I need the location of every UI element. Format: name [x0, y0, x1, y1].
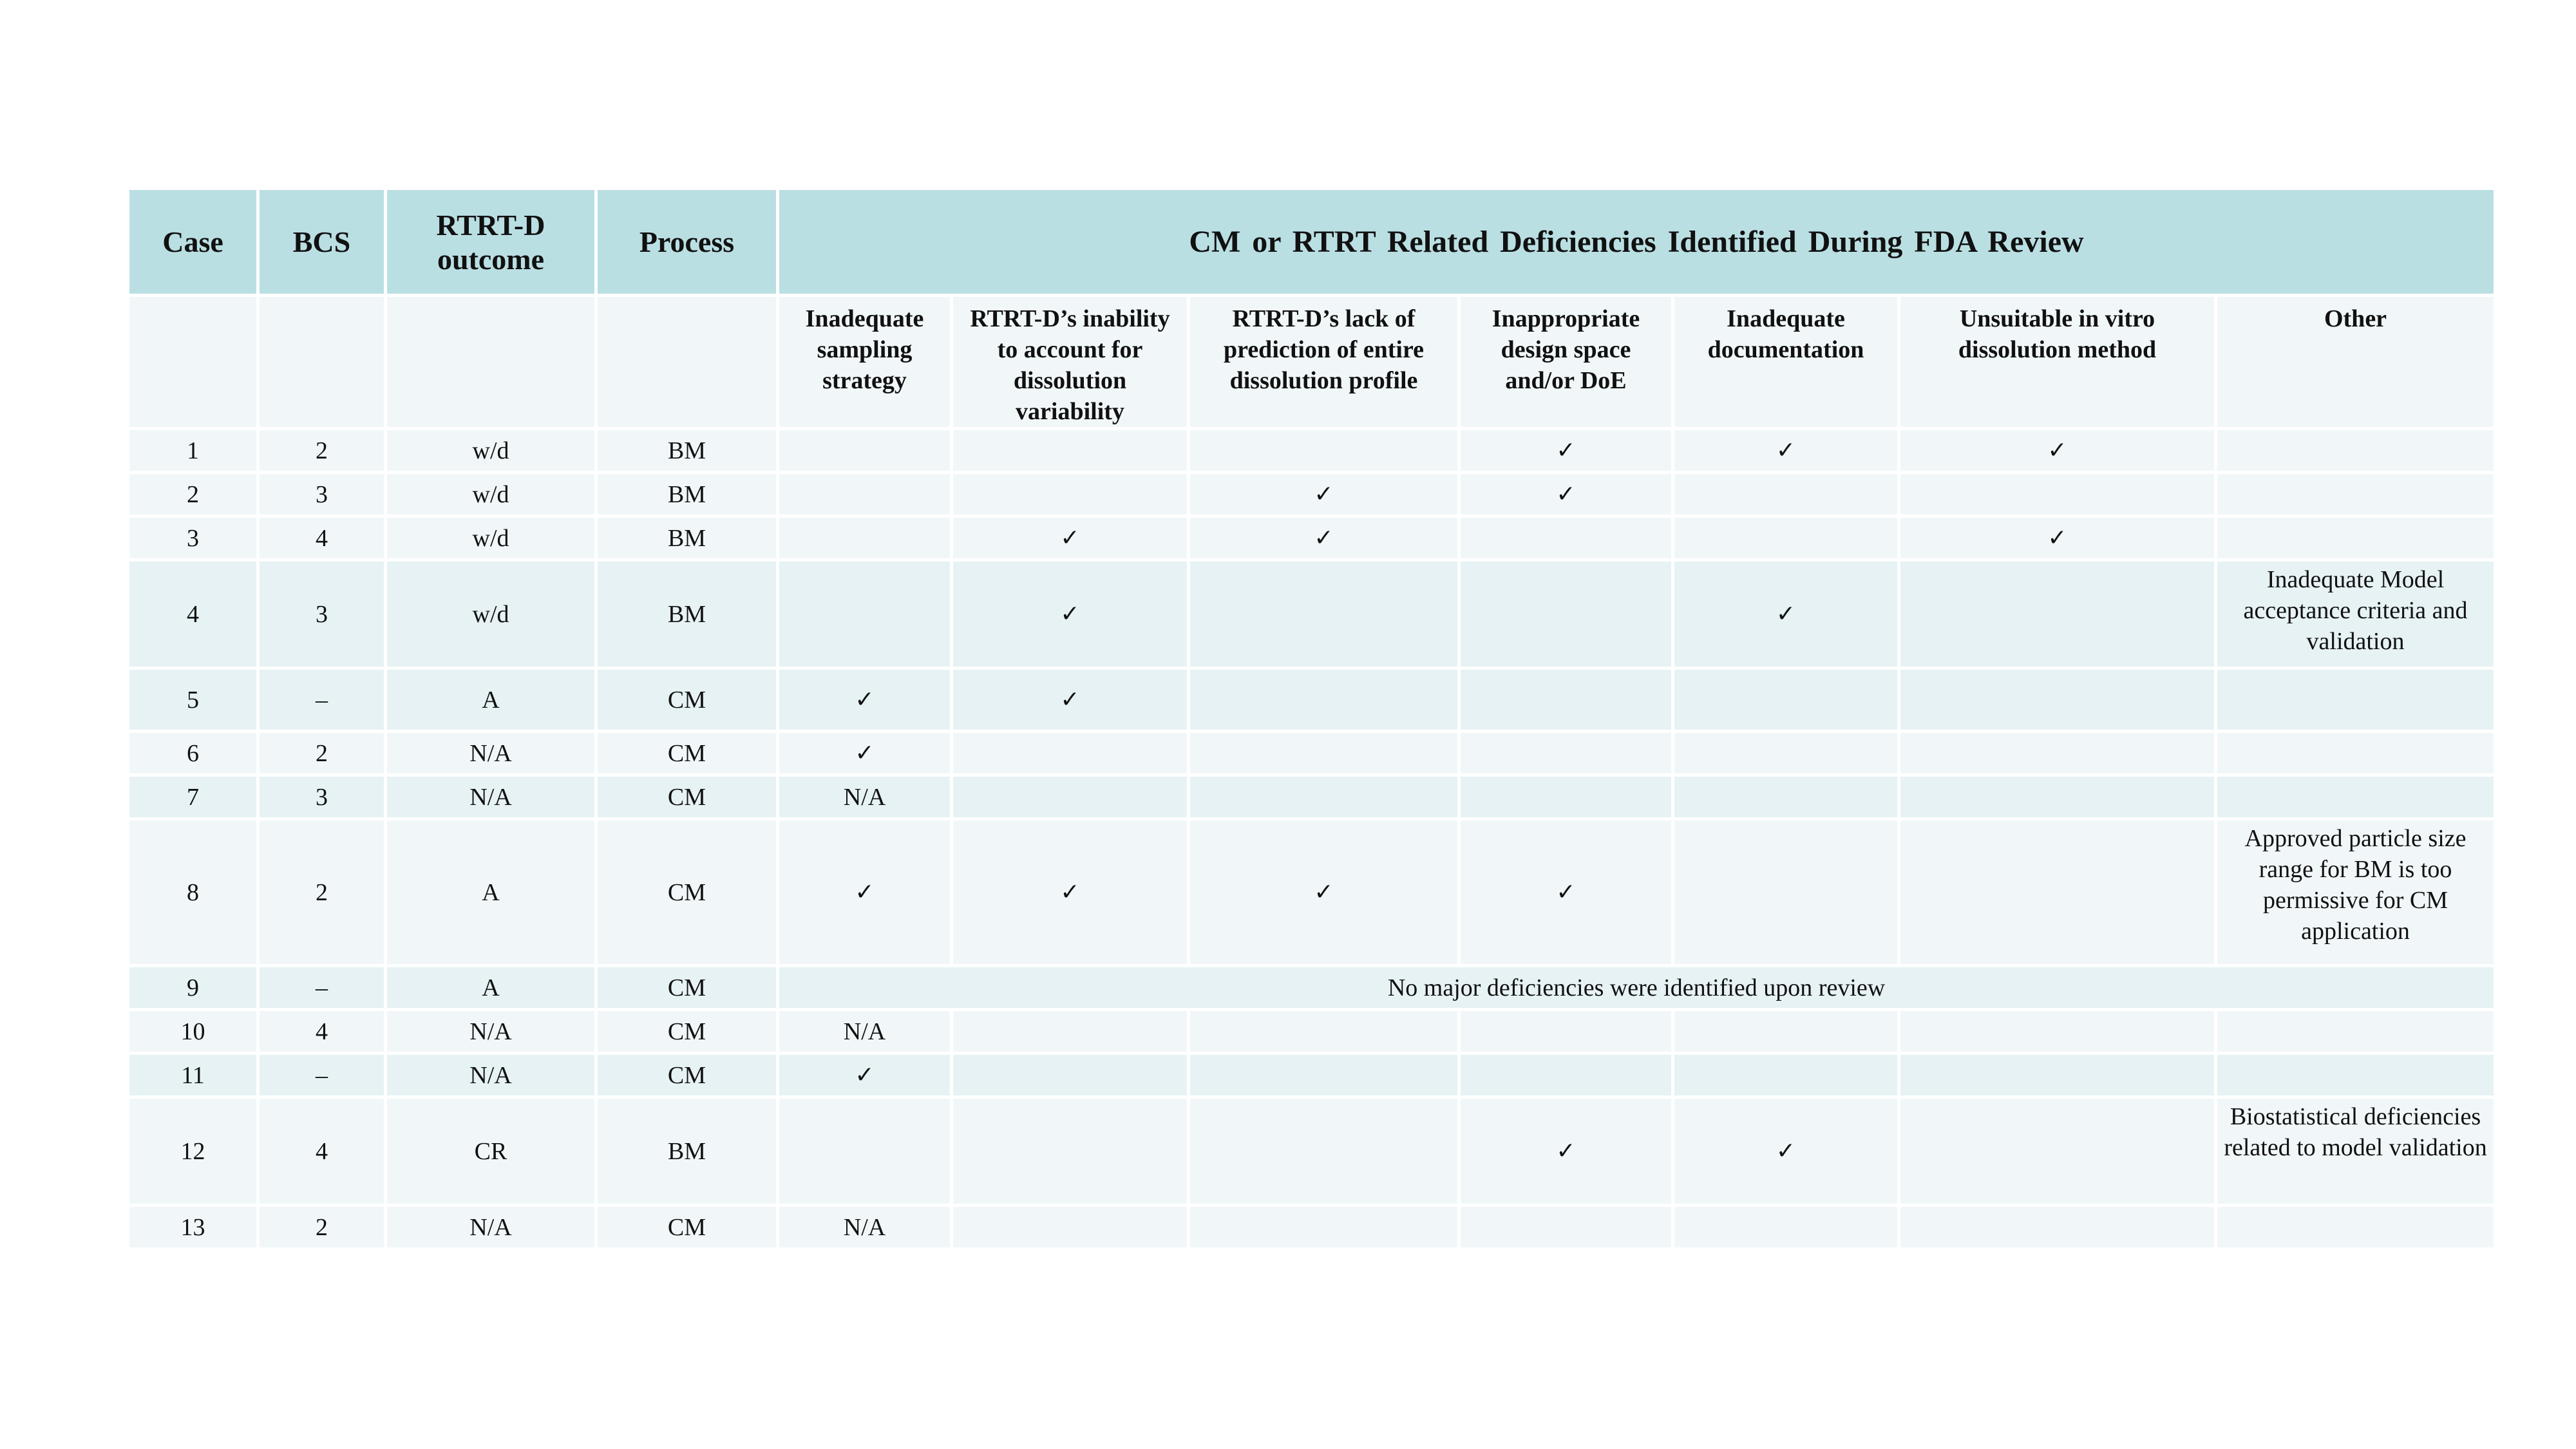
case-cell: 13 — [128, 1206, 258, 1249]
outcome-header: RTRT-D outcome — [386, 189, 596, 296]
process-cell: CM — [596, 668, 778, 732]
outcome-cell: w/d — [386, 516, 596, 560]
outcome-cell: N/A — [386, 1206, 596, 1249]
table-row — [128, 560, 2496, 668]
deficiency-cell: N/A — [778, 1010, 952, 1054]
table-row — [128, 775, 2496, 819]
deficiency-cell — [1189, 668, 1459, 732]
deficiency-cell — [1673, 473, 1899, 516]
other-deficiency-cell — [2216, 775, 2496, 819]
other-deficiency-cell — [2216, 1010, 2496, 1054]
process-cell: BM — [596, 516, 778, 560]
case-cell: 3 — [128, 516, 258, 560]
process-cell: BM — [596, 560, 778, 668]
process-cell: CM — [596, 1054, 778, 1097]
empty-header-cell — [128, 296, 258, 429]
bcs-header: BCS — [258, 189, 386, 296]
bcs-cell: – — [258, 668, 386, 732]
empty-header-cell — [386, 296, 596, 429]
case-cell: 4 — [128, 560, 258, 668]
deficiency-cell — [1189, 732, 1459, 775]
bcs-cell: – — [258, 966, 386, 1010]
case-cell: 8 — [128, 819, 258, 966]
process-cell: BM — [596, 473, 778, 516]
checkmark-icon: ✓ — [1673, 560, 1899, 668]
header-row — [128, 189, 2496, 296]
deficiency-cell — [1899, 819, 2216, 966]
process-cell: CM — [596, 819, 778, 966]
checkmark-icon: ✓ — [1459, 1097, 1673, 1206]
checkmark-icon: ✓ — [778, 668, 952, 732]
deficiency-cell — [1899, 775, 2216, 819]
bcs-cell: 2 — [258, 1206, 386, 1249]
no-deficiencies-note: No major deficiencies were identified upon review — [778, 966, 2496, 1010]
table-row — [128, 1010, 2496, 1054]
case-cell: 10 — [128, 1010, 258, 1054]
deficiency-cell — [1673, 732, 1899, 775]
deficiency-cell — [1189, 429, 1459, 473]
checkmark-icon: ✓ — [1899, 516, 2216, 560]
table-row — [128, 1097, 2496, 1206]
other-deficiency-cell — [2216, 473, 2496, 516]
deficiency-cell — [778, 429, 952, 473]
subheader-variability: RTRT-D’s inability to account for dissolution variability — [952, 296, 1189, 429]
deficiency-cell — [1673, 1206, 1899, 1249]
table-row — [128, 473, 2496, 516]
deficiency-cell — [1459, 1054, 1673, 1097]
other-deficiency-cell: Approved particle size range for BM is too permissive for CM application — [2216, 819, 2496, 966]
deficiency-cell — [1459, 1206, 1673, 1249]
deficiency-cell — [1899, 1206, 2216, 1249]
empty-header-cell — [258, 296, 386, 429]
deficiency-cell — [1459, 732, 1673, 775]
process-header: Process — [596, 189, 778, 296]
other-deficiency-cell: Biostatistical deficiencies related to model validation — [2216, 1097, 2496, 1206]
deficiency-cell — [1673, 819, 1899, 966]
deficiency-cell — [778, 516, 952, 560]
case-cell: 1 — [128, 429, 258, 473]
checkmark-icon: ✓ — [1459, 819, 1673, 966]
deficiency-cell — [1899, 732, 2216, 775]
checkmark-icon: ✓ — [778, 1054, 952, 1097]
subheader-other: Other — [2216, 296, 2496, 429]
bcs-cell: – — [258, 1054, 386, 1097]
outcome-cell: w/d — [386, 429, 596, 473]
case-header: Case — [128, 189, 258, 296]
bcs-cell: 4 — [258, 1010, 386, 1054]
outcome-cell: w/d — [386, 473, 596, 516]
process-cell: CM — [596, 1206, 778, 1249]
bcs-cell: 4 — [258, 1097, 386, 1206]
deficiencies-group-header: CM or RTRT Related Deficiencies Identified During FDA Review — [778, 189, 2496, 296]
bcs-cell: 3 — [258, 560, 386, 668]
deficiency-cell — [952, 473, 1189, 516]
table-body — [128, 429, 2496, 1249]
deficiency-cell — [1899, 1097, 2216, 1206]
other-deficiency-cell — [2216, 1206, 2496, 1249]
deficiency-cell — [1899, 473, 2216, 516]
process-cell: CM — [596, 775, 778, 819]
deficiency-cell — [1899, 668, 2216, 732]
checkmark-icon: ✓ — [1459, 429, 1673, 473]
deficiency-cell — [1899, 560, 2216, 668]
deficiency-cell — [1459, 775, 1673, 819]
checkmark-icon: ✓ — [1189, 473, 1459, 516]
deficiency-cell — [1459, 1010, 1673, 1054]
subheader-sampling-strategy: Inadequate sampling strategy — [778, 296, 952, 429]
checkmark-icon: ✓ — [1189, 819, 1459, 966]
bcs-cell: 3 — [258, 775, 386, 819]
other-deficiency-cell — [2216, 668, 2496, 732]
process-cell: CM — [596, 966, 778, 1010]
process-cell: CM — [596, 1010, 778, 1054]
table-row — [128, 1054, 2496, 1097]
deficiency-cell — [1899, 1054, 2216, 1097]
deficiency-cell — [1189, 1054, 1459, 1097]
deficiency-cell: N/A — [778, 775, 952, 819]
deficiency-cell — [1673, 1054, 1899, 1097]
deficiency-cell — [778, 473, 952, 516]
deficiency-cell — [1899, 1010, 2216, 1054]
checkmark-icon: ✓ — [952, 516, 1189, 560]
outcome-cell: A — [386, 819, 596, 966]
outcome-cell: w/d — [386, 560, 596, 668]
process-cell: BM — [596, 429, 778, 473]
deficiency-cell — [952, 1054, 1189, 1097]
case-cell: 11 — [128, 1054, 258, 1097]
table-row — [128, 966, 2496, 1010]
subheader-design-space: Inappropriate design space and/or DoE — [1459, 296, 1673, 429]
outcome-cell: A — [386, 668, 596, 732]
deficiency-cell — [1673, 775, 1899, 819]
checkmark-icon: ✓ — [778, 732, 952, 775]
deficiency-cell — [1189, 1097, 1459, 1206]
table-row — [128, 668, 2496, 732]
outcome-cell: N/A — [386, 1054, 596, 1097]
outcome-cell: A — [386, 966, 596, 1010]
subheader-profile-prediction: RTRT-D’s lack of prediction of entire dissolution profile — [1189, 296, 1459, 429]
table-row — [128, 819, 2496, 966]
process-cell: BM — [596, 1097, 778, 1206]
deficiency-cell — [1673, 1010, 1899, 1054]
table-row — [128, 732, 2496, 775]
checkmark-icon: ✓ — [1673, 1097, 1899, 1206]
deficiency-cell — [1189, 560, 1459, 668]
subheader-dissolution-method: Unsuitable in vitro dissolution method — [1899, 296, 2216, 429]
deficiency-cell — [952, 1010, 1189, 1054]
checkmark-icon: ✓ — [1459, 473, 1673, 516]
checkmark-icon: ✓ — [778, 819, 952, 966]
other-deficiency-cell: Inadequate Model acceptance criteria and validation — [2216, 560, 2496, 668]
deficiency-cell — [1459, 560, 1673, 668]
subheader-row — [128, 296, 2496, 429]
table-row — [128, 516, 2496, 560]
other-deficiency-cell — [2216, 516, 2496, 560]
checkmark-icon: ✓ — [952, 560, 1189, 668]
deficiency-cell — [1189, 1206, 1459, 1249]
table-row — [128, 1206, 2496, 1249]
outcome-cell: CR — [386, 1097, 596, 1206]
deficiency-cell — [1673, 668, 1899, 732]
checkmark-icon: ✓ — [952, 668, 1189, 732]
deficiency-cell — [1673, 516, 1899, 560]
checkmark-icon: ✓ — [1899, 429, 2216, 473]
case-cell: 2 — [128, 473, 258, 516]
case-cell: 5 — [128, 668, 258, 732]
deficiency-cell — [952, 1206, 1189, 1249]
bcs-cell: 3 — [258, 473, 386, 516]
outcome-cell: N/A — [386, 775, 596, 819]
checkmark-icon: ✓ — [952, 819, 1189, 966]
deficiency-cell: N/A — [778, 1206, 952, 1249]
case-cell: 9 — [128, 966, 258, 1010]
subheader-documentation: Inadequate documentation — [1673, 296, 1899, 429]
table-row — [128, 429, 2496, 473]
deficiency-table — [126, 187, 2497, 1251]
case-cell: 6 — [128, 732, 258, 775]
case-cell: 12 — [128, 1097, 258, 1206]
checkmark-icon: ✓ — [1673, 429, 1899, 473]
deficiency-cell — [952, 429, 1189, 473]
process-cell: CM — [596, 732, 778, 775]
deficiency-cell — [778, 560, 952, 668]
bcs-cell: 2 — [258, 819, 386, 966]
deficiency-cell — [952, 1097, 1189, 1206]
case-cell: 7 — [128, 775, 258, 819]
deficiency-cell — [1459, 516, 1673, 560]
empty-header-cell — [596, 296, 778, 429]
bcs-cell: 2 — [258, 429, 386, 473]
checkmark-icon: ✓ — [1189, 516, 1459, 560]
deficiency-cell — [1189, 1010, 1459, 1054]
other-deficiency-cell — [2216, 732, 2496, 775]
outcome-cell: N/A — [386, 732, 596, 775]
other-deficiency-cell — [2216, 1054, 2496, 1097]
deficiency-cell — [952, 732, 1189, 775]
bcs-cell: 4 — [258, 516, 386, 560]
deficiency-cell — [778, 1097, 952, 1206]
other-deficiency-cell — [2216, 429, 2496, 473]
bcs-cell: 2 — [258, 732, 386, 775]
deficiency-cell — [952, 775, 1189, 819]
deficiency-cell — [1459, 668, 1673, 732]
deficiency-cell — [1189, 775, 1459, 819]
outcome-cell: N/A — [386, 1010, 596, 1054]
